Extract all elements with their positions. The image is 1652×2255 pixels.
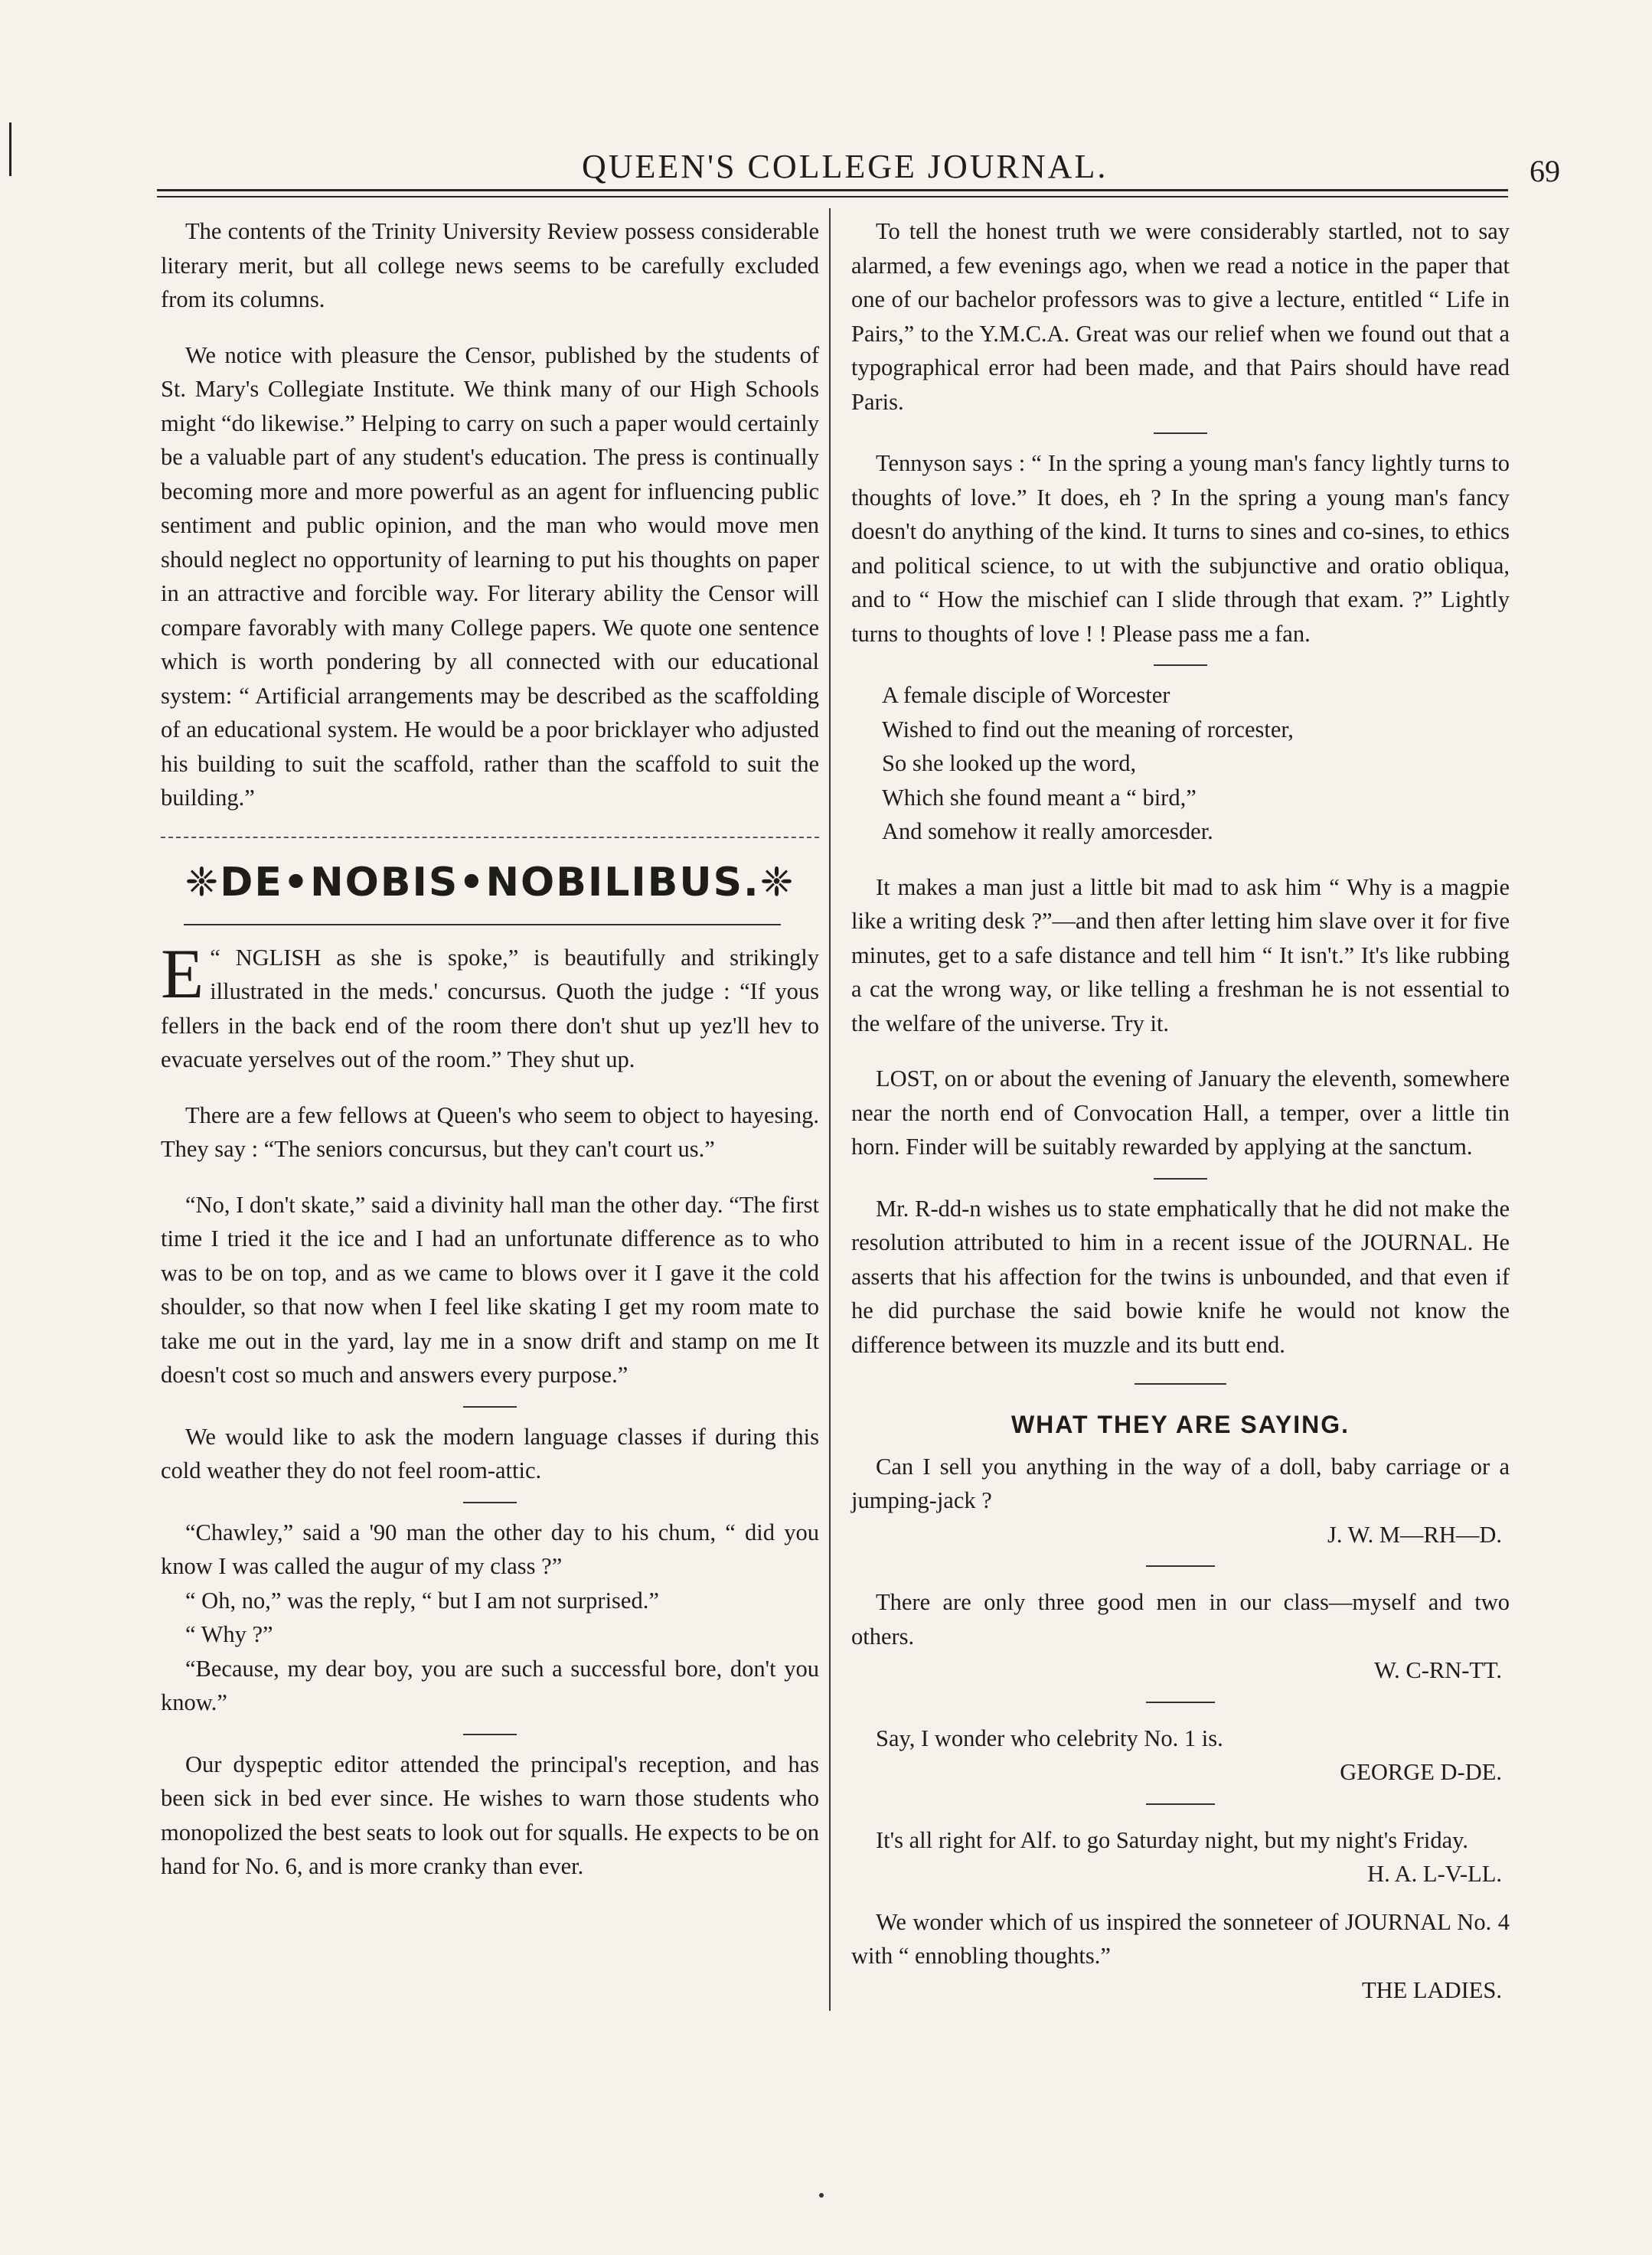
paragraph-trinity-review: The contents of the Trinity University Review possess considerable literary merit, but all college news seems to be carefully excluded from its columns.: [161, 218, 819, 312]
running-title: QUEEN'S COLLEGE JOURNAL.: [582, 148, 1108, 185]
poem-line: And somehow it really amorcesder.: [882, 818, 1213, 844]
short-rule: [1154, 1178, 1207, 1180]
saying-quote: Say, I wonder who celebrity No. 1 is.: [876, 1725, 1223, 1751]
short-rule: [463, 1406, 517, 1408]
left-column: [161, 214, 819, 1905]
short-rule: [1146, 1565, 1215, 1567]
paragraph-hayesing: There are a few fellows at Queen's who seem to object to hayesing. They say : “The seniors concursus, but they can't court us.”: [161, 1101, 819, 1162]
saying-attribution: THE LADIES.: [1362, 1976, 1502, 2003]
section-rule: [184, 924, 781, 925]
paragraph-magpie: It makes a man just a little bit mad to ask him “ Why is a magpie like a writing desk ?”—and then after letting him slave over it for five minutes, get to a safe distance and tell him “ It isn't.” It's like rubbing a cat the wrong way, or like telling a freshman he is not essential to the welfare of the universe. Try it.: [851, 873, 1510, 1036]
saying-item: [851, 1585, 1510, 1688]
saying-attribution: W. C-RN-TT.: [1374, 1657, 1502, 1683]
scan-edge-mark: [9, 122, 11, 176]
column-divider: [829, 208, 831, 2011]
saying-item: [851, 1721, 1510, 1790]
poem-line: Wished to find out the meaning of rorcester,: [882, 716, 1294, 742]
paragraph-life-in-pairs: To tell the honest truth we were considerably startled, not to say alarmed, a few evenings ago, when we read a notice in the paper that one of our bachelor professors was to give a lecture, entitled “ Life in Pairs,” to the Y.M.C.A. Great was our relief when we found out that a typographical error had been made, and that Pairs should have read Paris.: [851, 218, 1510, 415]
poem-line: A female disciple of Worcester: [882, 682, 1170, 708]
paragraph-tennyson: Tennyson says : “ In the spring a young man's fancy lightly turns to thoughts of love.” It does, eh ? In the spring a young man's fancy doesn't do anything of the kind. It turns to sines and co-sines, to ethics and political science, to ut with the subjunctive and oratio obliqua, and to “ How the mischief can I slide through that exam. ?” Lightly turns to thoughts of love ! ! Please pass me a fan.: [851, 450, 1510, 647]
opening-quote: “: [210, 944, 236, 971]
paragraph-english-spoke-text: NGLISH as she is spoke,” is beautifully and strikingly illustrated in the meds.' concursus. Quoth the judge : “If yous fellers in the back end of the room there don't shut up yez'll hev to evacuate yerselves out of the room.” They shut up.: [161, 944, 820, 1072]
poem-worcester: [882, 678, 1510, 849]
paragraph-lost-notice: LOST, on or about the evening of January the eleventh, somewhere near the north end of Convocation Hall, a temper, over a little tin horn. Finder will be suitably rewarded by applying at the sanctum.: [851, 1065, 1510, 1160]
short-rule: [1146, 1803, 1215, 1805]
short-rule: [463, 1734, 517, 1735]
right-column: [851, 214, 1510, 2021]
header-rule-thin: [157, 196, 1508, 197]
saying-quote: We wonder which of us inspired the sonneteer of JOURNAL No. 4 with “ ennobling thoughts.”: [851, 1908, 1510, 1969]
saying-item: [851, 1905, 1510, 2008]
section-title-de-nobis: ❈DE•NOBIS•NOBILIBUS.❈: [184, 859, 795, 906]
paragraph-bowie-knife: Mr. R-dd-n wishes us to state emphatically that he did not make the resolution attributed to him in a recent issue of the JOURNAL. He asserts that his affection for the twins is unbounded, and that even if he did purchase the said bowie knife he would not know the difference between its muzzle and its butt end.: [851, 1195, 1510, 1358]
divider-dotted: [161, 837, 819, 838]
header-rule: [157, 189, 1508, 191]
saying-attribution: H. A. L-V-LL.: [1367, 1861, 1502, 1887]
poem-line: Which she found meant a “ bird,”: [882, 784, 1197, 811]
paragraph-skate: “No, I don't skate,” said a divinity hall man the other day. “The first time I tried it the ice and I had an unfortunate difference as to who was to be on top, and as we came to blows over it I gave it the cold shoulder, so that now when I feel like skating I get my room mate to take me out in the yard, lay me in a snow drift and stamp on me It doesn't cost so much and answers every purpose.”: [161, 1191, 819, 1388]
saying-attribution: J. W. M—RH—D.: [1327, 1521, 1502, 1548]
section-rule: [1135, 1383, 1226, 1385]
section-title-what-they-are-saying: WHAT THEY ARE SAYING.: [1010, 1411, 1350, 1438]
paragraph-room-attic: We would like to ask the modern language classes if during this cold weather they do not feel room-attic.: [161, 1423, 819, 1483]
short-rule: [1154, 664, 1207, 666]
saying-attribution: GEORGE D-DE.: [1340, 1759, 1502, 1785]
paragraph-dyspeptic-editor: Our dyspeptic editor attended the principal's reception, and has been sick in bed ever since. He wishes to warn those students who monopolized the best seats to look out for squalls. He expects to be on hand for No. 6, and is more cranky than ever.: [161, 1751, 819, 1879]
saying-item: [851, 1823, 1510, 1891]
saying-quote: There are only three good men in our class—myself and two others.: [851, 1589, 1510, 1650]
paragraph-censor: We notice with pleasure the Censor, published by the students of St. Mary's Collegiate Institute. We think many of our High Schools might “do likewise.” Helping to carry on such a paper would certainly be a valuable part of any student's education. The press is continually becoming more and more powerful as an agent for influencing public sentiment and public opinion, and the man who would move men should neglect no opportunity of learning to put his thoughts on paper in an attractive and forcible way. For literary ability the Censor will compare favorably with many College papers. We quote one sentence which is worth pondering by all connected with our educational system: “ Artificial arrangements may be described as the scaffolding of an educational system. He would be a poor bricklayer who adjusted his building to suit the scaffold, rather than the scaffold to suit the building.”: [161, 341, 819, 811]
saying-item: [851, 1450, 1510, 1552]
short-rule: [463, 1502, 517, 1503]
page-speck: [819, 2193, 824, 2198]
short-rule: [1146, 1702, 1215, 1703]
drop-cap: E: [161, 934, 204, 1013]
short-rule: [1154, 432, 1207, 434]
dialogue-line: “Chawley,” said a '90 man the other day to his chum, “ did you know I was called the augur of my class ?”: [161, 1519, 819, 1579]
saying-quote: Can I sell you anything in the way of a doll, baby carriage or a jumping-jack ?: [851, 1453, 1510, 1513]
paragraph-english-spoke: [161, 934, 820, 1077]
dialogue-line: “ Oh, no,” was the reply, “ but I am not surprised.”: [185, 1587, 659, 1614]
page-number: 69: [1530, 154, 1560, 188]
poem-line: So she looked up the word,: [882, 750, 1137, 776]
dialogue-line: “Because, my dear boy, you are such a successful bore, don't you know.”: [161, 1655, 819, 1715]
saying-quote: It's all right for Alf. to go Saturday night, but my night's Friday.: [876, 1826, 1468, 1853]
dialogue-line: “ Why ?”: [185, 1621, 273, 1647]
